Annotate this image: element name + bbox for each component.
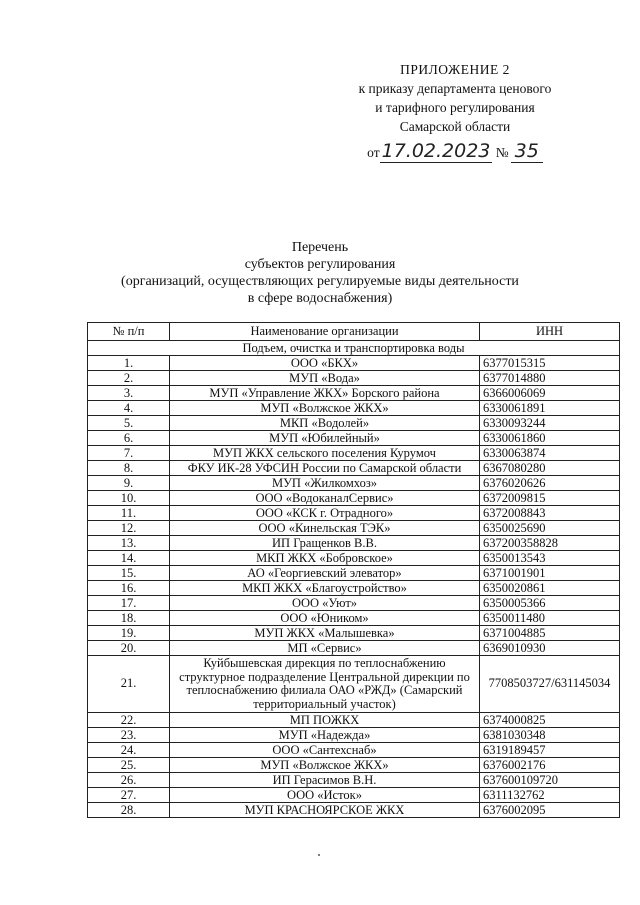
inn-value: 6376002176 — [480, 758, 620, 773]
table-row — [88, 356, 620, 371]
appendix-line-3: и тарифного регулирования — [375, 100, 535, 115]
page-mark — [318, 854, 320, 856]
table-row — [88, 788, 620, 803]
row-number: 19. — [88, 626, 170, 641]
organization-name: МУП «Надежда» — [170, 728, 480, 743]
inn-value: 6369010930 — [480, 641, 620, 656]
row-number: 11. — [88, 506, 170, 521]
row-number: 4. — [88, 401, 170, 416]
title-line-2: субъектов регулирования — [244, 257, 396, 272]
table-row — [88, 371, 620, 386]
row-number: 8. — [88, 461, 170, 476]
organization-name: ООО «ВодоканалСервис» — [170, 491, 480, 506]
table-row — [88, 758, 620, 773]
organization-name: МУП «Управление ЖКХ» Борского района — [170, 386, 480, 401]
table-row — [88, 461, 620, 476]
inn-value: 6381030348 — [480, 728, 620, 743]
row-number: 17. — [88, 596, 170, 611]
inn-value: 6330093244 — [480, 416, 620, 431]
table-row — [88, 521, 620, 536]
row-number: 18. — [88, 611, 170, 626]
inn-value: 6367080280 — [480, 461, 620, 476]
table-row — [88, 566, 620, 581]
table-row — [88, 476, 620, 491]
inn-value: 637600109720 — [480, 773, 620, 788]
row-number: 12. — [88, 521, 170, 536]
table-row — [88, 728, 620, 743]
table-row — [88, 446, 620, 461]
organization-name: МУП «Жилкомхоз» — [170, 476, 480, 491]
organization-name: МУП «Волжское ЖКХ» — [170, 758, 480, 773]
organization-name: МУП КРАСНОЯРСКОЕ ЖКХ — [170, 803, 480, 818]
row-number: 15. — [88, 566, 170, 581]
document-title — [80, 239, 560, 307]
table-row — [88, 431, 620, 446]
inn-value: 6374000825 — [480, 713, 620, 728]
row-number: 22. — [88, 713, 170, 728]
organization-name: ФКУ ИК-28 УФСИН России по Самарской области — [170, 461, 480, 476]
organization-name: ООО «Кинельская ТЭК» — [170, 521, 480, 536]
row-number: 2. — [88, 371, 170, 386]
organization-name: Куйбышевская дирекция по теплоснабжению структурное подразделение Центральной дирекции по теплоснабжению филиала ОАО «РЖД» (Самарский территориальный участок) — [170, 656, 480, 713]
inn-value: 6350005366 — [480, 596, 620, 611]
section-row — [88, 341, 620, 356]
inn-value: 637200358828 — [480, 536, 620, 551]
header-inn: ИНН — [480, 323, 620, 341]
from-label: от — [367, 145, 380, 160]
organization-name: МУП «Вода» — [170, 371, 480, 386]
header-organization: Наименование организации — [170, 323, 480, 341]
table-row — [88, 773, 620, 788]
inn-value: 6350013543 — [480, 551, 620, 566]
inn-value: 6366006069 — [480, 386, 620, 401]
appendix-header — [330, 60, 580, 168]
organization-name: МП ПОЖКХ — [170, 713, 480, 728]
inn-value: 6371004885 — [480, 626, 620, 641]
inn-value: 6350011480 — [480, 611, 620, 626]
organization-name: МУП ЖКХ сельского поселения Курумоч — [170, 446, 480, 461]
organization-name: ООО «Уют» — [170, 596, 480, 611]
inn-value: 6371001901 — [480, 566, 620, 581]
title-line-3: (организаций, осуществляющих регулируемые виды деятельности — [121, 274, 519, 289]
inn-value: 6311132762 — [480, 788, 620, 803]
table-row — [88, 386, 620, 401]
inn-value: 6350025690 — [480, 521, 620, 536]
organizations-table — [87, 322, 620, 818]
row-number: 6. — [88, 431, 170, 446]
organization-name: МКП ЖКХ «Бобровское» — [170, 551, 480, 566]
row-number: 3. — [88, 386, 170, 401]
appendix-title: ПРИЛОЖЕНИЕ 2 — [400, 62, 510, 77]
inn-value: 6377014880 — [480, 371, 620, 386]
organization-name: МП «Сервис» — [170, 641, 480, 656]
row-number: 21. — [88, 656, 170, 713]
order-reference — [330, 142, 580, 168]
organization-name: ООО «БКХ» — [170, 356, 480, 371]
handwritten-date: 17.02.2023 — [381, 140, 491, 162]
row-number: 20. — [88, 641, 170, 656]
inn-value: 6377015315 — [480, 356, 620, 371]
organization-name: ООО «Сантехснаб» — [170, 743, 480, 758]
table-row — [88, 611, 620, 626]
inn-value: 6330063874 — [480, 446, 620, 461]
table-row — [88, 803, 620, 818]
row-number: 10. — [88, 491, 170, 506]
row-number: 7. — [88, 446, 170, 461]
organization-name: МУП «Волжское ЖКХ» — [170, 401, 480, 416]
row-number: 25. — [88, 758, 170, 773]
table-row — [88, 491, 620, 506]
row-number: 5. — [88, 416, 170, 431]
row-number: 27. — [88, 788, 170, 803]
inn-value: 6330061891 — [480, 401, 620, 416]
row-number: 24. — [88, 743, 170, 758]
row-number: 26. — [88, 773, 170, 788]
organization-name: МКП ЖКХ «Благоустройство» — [170, 581, 480, 596]
table-row — [88, 581, 620, 596]
table-row — [88, 743, 620, 758]
section-title: Подъем, очистка и транспортировка воды — [88, 341, 620, 356]
table-row — [88, 626, 620, 641]
inn-value: 6376020626 — [480, 476, 620, 491]
row-number: 16. — [88, 581, 170, 596]
row-number: 28. — [88, 803, 170, 818]
table-row — [88, 551, 620, 566]
row-number: 23. — [88, 728, 170, 743]
row-number: 1. — [88, 356, 170, 371]
organization-name: МКП «Водолей» — [170, 416, 480, 431]
organization-name: МУП ЖКХ «Малышевка» — [170, 626, 480, 641]
table-row — [88, 656, 620, 713]
inn-value: 6376002095 — [480, 803, 620, 818]
table-row — [88, 641, 620, 656]
organization-name: ИП Герасимов В.Н. — [170, 773, 480, 788]
inn-value: 7708503727/631145034 — [480, 656, 620, 713]
appendix-line-2: к приказу департамента ценового — [358, 81, 552, 96]
inn-value: 6319189457 — [480, 743, 620, 758]
title-line-1: Перечень — [291, 240, 349, 255]
header-number: № п/п — [88, 323, 170, 341]
handwritten-number: 35 — [511, 140, 543, 163]
row-number: 9. — [88, 476, 170, 491]
table-row — [88, 536, 620, 551]
inn-value: 6350020861 — [480, 581, 620, 596]
inn-value: 6330061860 — [480, 431, 620, 446]
table-row — [88, 401, 620, 416]
table-row — [88, 506, 620, 521]
organization-name: ООО «КСК г. Отрадного» — [170, 506, 480, 521]
row-number: 14. — [88, 551, 170, 566]
organization-name: АО «Георгиевский элеватор» — [170, 566, 480, 581]
organization-name: МУП «Юбилейный» — [170, 431, 480, 446]
inn-value: 6372008843 — [480, 506, 620, 521]
inn-value: 6372009815 — [480, 491, 620, 506]
appendix-line-4: Самарской области — [399, 119, 511, 134]
table-row — [88, 596, 620, 611]
table-header-row — [88, 323, 620, 341]
organization-name: ООО «Юником» — [170, 611, 480, 626]
table-row — [88, 416, 620, 431]
organization-name: ИП Гращенков В.В. — [170, 536, 480, 551]
table-row — [88, 713, 620, 728]
row-number: 13. — [88, 536, 170, 551]
title-line-4: в сфере водоснабжения) — [247, 291, 393, 306]
number-label: № — [495, 145, 509, 160]
organization-name: ООО «Исток» — [170, 788, 480, 803]
